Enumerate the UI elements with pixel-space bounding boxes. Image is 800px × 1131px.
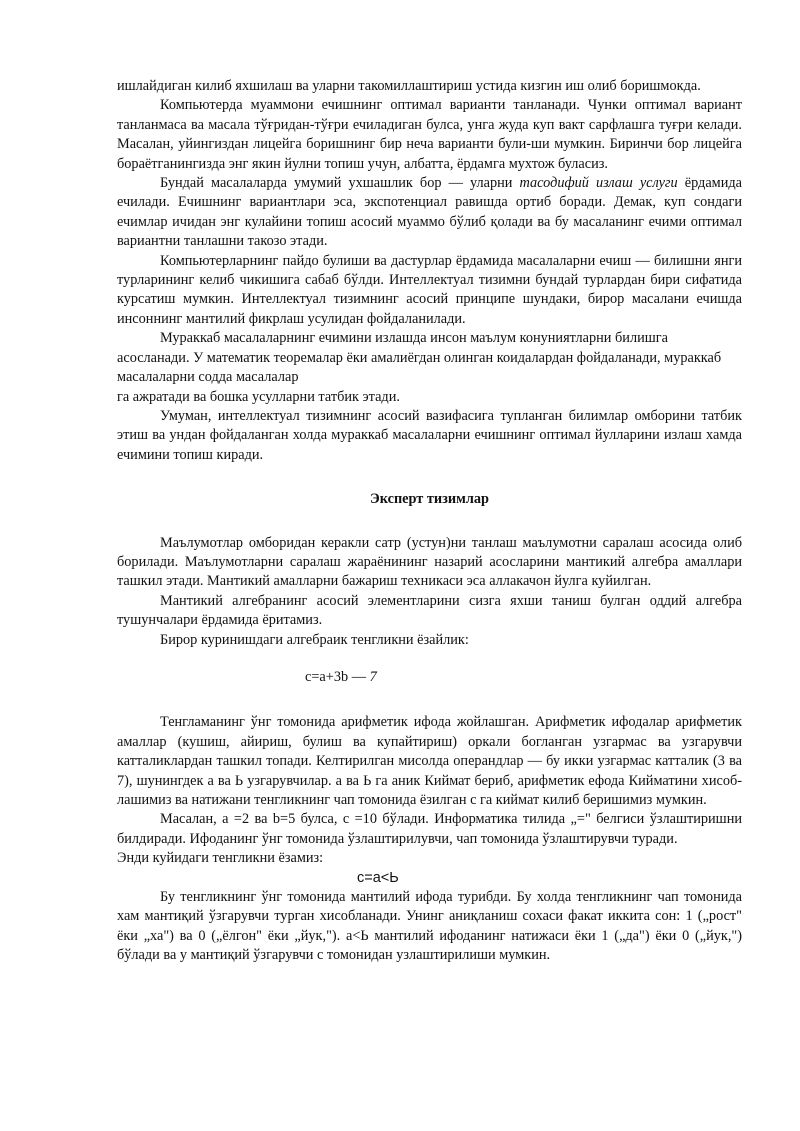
- paragraph: Компьютерларнинг пайдо булиши ва дастурлар ёрдамида масалаларни ечиш — билишни янги турларининг келиб чикишига сабаб бўлди. Интеллектуал тизимни бундай турлардан бири сифатида курсатиш мумкин. Интеллектуал тизимнинг асосий принципе шундаки, бирор масалани ечишда инсоннинг мантилий фикрлаш усулидан фойдаланилади.: [117, 252, 742, 327]
- paragraph: ишлайдиган килиб яхшилаш ва уларни такомиллаштириш устида кизгин иш олиб боришмокда.: [117, 78, 701, 94]
- paragraph: Масалан, а =2 ва b=5 булса, с =10 бўлади. Информатика тилида „=" белгиси ўзлаштиришни билдиради. Ифоданинг ўнг томонида ўзлаштирилувчи, чап томонида ўзлаштирувчи туради.: [117, 811, 742, 847]
- paragraph: Бу тенгликнинг ўнг томонида мантилий ифода турибди. Бу холда тенгликнинг чап томонида хам мантиқий ўзгарувчи турган хисобланади. Унинг аниқланиш сохаси факат иккита сон: 1 („рост" ёки „ха") ва 0 („ёлгон" ёки „йук,"). а<Ь мантилий ифоданинг натижаси ёки 1 („да") ёки 0 („йук,") бўлади ва у мантиқий ўзгарувчи с томонидан узлаштирилиши мумкин.: [117, 889, 742, 964]
- text-run: Бундай масалаларда умумий ухшашлик бор — уларни: [160, 175, 520, 192]
- paragraph: Мураккаб масалаларнинг ечимини излашда инсон маълум конуниятларни билишга асосланади. У математик теоремалар ёки амалиёгдан олинган коидалардан фойдаланади, мураккаб масалаларни содда масалалар: [117, 330, 722, 386]
- formula-text: c=a+3b —: [305, 668, 370, 685]
- paragraph: [117, 174, 742, 252]
- paragraph: Бирор куринишдаги алгебраик тенгликни ёзайлик:: [160, 631, 469, 648]
- paragraph: Мантикий алгебранинг асосий элементларини сизга яхши таниш булган оддий алгебра тушунчалари ёрдамида ёритамиз.: [117, 592, 742, 629]
- paragraph: Умуман, интеллектуал тизимнинг асосий вазифасига тупланган билимлар омборини татбик этиш ва ундан фойдаланган холда мураккаб масалаларни ечишнинг оптимал йулларини излаш хамда ечимини топиш киради.: [117, 407, 742, 463]
- paragraph: Энди куйидаги тенгликни ёзамиз:: [117, 850, 324, 867]
- formula: [117, 668, 742, 687]
- paragraph: га ажратади ва бошка усулларни татбик этади.: [117, 388, 400, 405]
- section-heading: Эксперт тизимлар: [370, 491, 489, 508]
- formula-constant: 7: [369, 668, 377, 685]
- formula: c=a<Ь: [357, 869, 399, 886]
- document-page: [117, 77, 742, 966]
- text-run: ёрдамида ечилади. Ечишнинг вариантлари эса, экспотенциал равишда ортиб боради. Демак, куп сондаги ечимлар ичидан энг кулайини топиш асосий муаммо бўлиб қолади ва бу масаланинг ечими оптимал вариантни танлашни такозо этади.: [117, 175, 742, 250]
- italic-term: тасодифий излаш услуги: [519, 175, 678, 192]
- paragraph: Тенгламанинг ўнг томонида арифметик ифода жойлашган. Арифметик ифодалар арифметик амаллар (кушиш, айириш, булиш ва купайтириш) оркали богланган узгармас ва узгарувчи катталиклардан ташкил топади. Келтирилган мисолда операндлар — бу икки узгармас катталик (3 ва 7), шунингдек а ва Ь узгарувчилар. а ва Ь га аник Киймат бериб, арифметик ефода Кийматини хисоб- лашимиз ва натижани тенгликнинг чап томонида ёзилган с га киймат килиб беришимиз мумкин.: [117, 714, 742, 808]
- paragraph: Компьютерда муаммони ечишнинг оптимал варианти танланади. Чунки оптимал вариант танланмаса ва масала тўғридан-тўғри ечиладиган булса, унга жуда куп вакт сарфлашга туғри келади. Масалан, уйингиздан лицейга боришнинг бир неча варианти були-ши мумкин. Биринчи бор лицейга бораётганингизда энг якин йулни топиш учун, албатта, ёрдамга мухтож буласиз.: [117, 97, 742, 172]
- paragraph: Маълумотлар омборидан керакли сатр (устун)ни танлаш маълумотни саралаш асосида олиб борилади. Маълумотларни саралаш жараёнининг назарий асосларини мантикий алгебра амаллари ташкил этади. Мантикий амалларни бажариш техникаси эса аллакачон йулга куйилган.: [117, 534, 742, 590]
